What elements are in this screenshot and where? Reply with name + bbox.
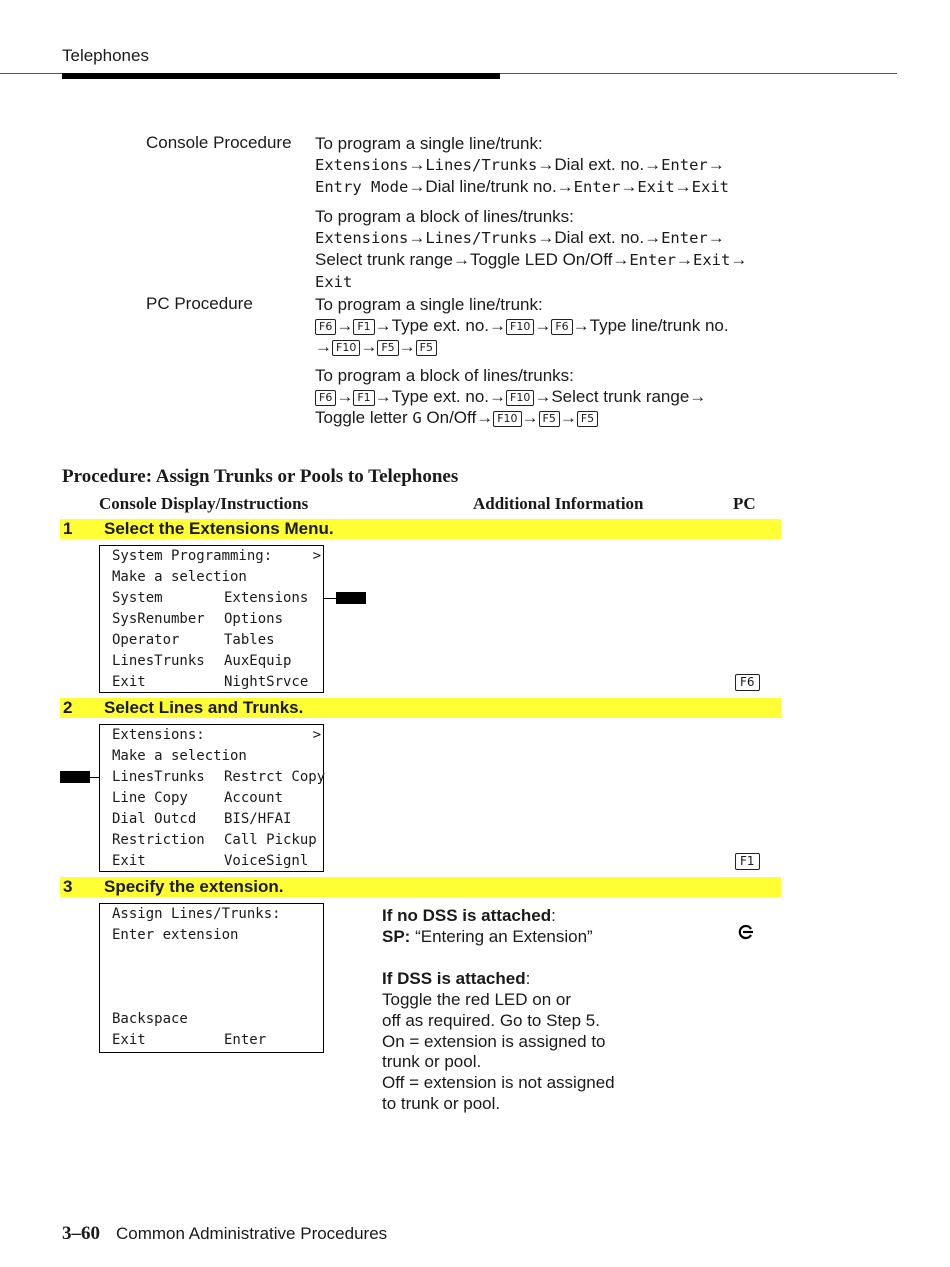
procedure-text: → [730,250,748,269]
page-number: 3–60 [62,1223,100,1244]
screen-option[interactable]: LinesTrunks [112,653,205,669]
screen-option[interactable]: Enter [224,1032,267,1048]
step-number: 1 [63,519,73,538]
pc-key-badge: F6 [735,674,760,691]
procedure-text: →Dial ext. no.→ [537,155,662,174]
function-key-badge: F10 [506,390,534,406]
function-key-badge: F10 [506,319,534,335]
info-colon: : [551,906,556,925]
console-screen [99,545,324,693]
selection-pointer [60,771,90,783]
info-sp-reference [382,926,615,947]
procedure-text: On/Off→ [421,408,494,427]
procedure-text: → [408,155,426,174]
function-key-badge: F6 [315,319,336,335]
menu-keyword: Exit [315,273,353,291]
function-key-badge: F10 [332,340,360,356]
screen-option[interactable]: Backspace [112,1011,188,1027]
screen-option[interactable]: Restriction [112,832,205,848]
info-line: Toggle the red LED on or [382,990,572,1009]
info-line: to trunk or pool. [382,1094,501,1113]
info-colon: : [525,969,531,988]
function-key-badge: F5 [377,340,398,356]
screen-option[interactable]: SysRenumber [112,611,205,627]
column-head-info: Additional Information [473,494,644,513]
column-head-pc: PC [733,494,756,513]
function-key-badge: F5 [577,411,598,427]
pc-single-intro: To program a single line/trunk: [315,295,543,314]
pc-single-line1 [315,315,729,336]
screen-option[interactable]: Account [224,790,284,806]
procedure-text: →Dial ext. no.→ [537,228,662,247]
procedure-text: → [674,177,692,196]
running-header: Telephones [62,46,149,65]
footer-title: Common Administrative Procedures [116,1224,388,1243]
screen-option[interactable]: AuxEquip [224,653,292,669]
procedure-text: → [620,177,638,196]
screen-option[interactable]: Extensions [224,590,309,606]
procedure-text: → [521,408,539,427]
info-no-dss [382,905,615,926]
section-title: Procedure: Assign Trunks or Pools to Telephones [62,466,459,487]
console-procedure-text [315,133,747,293]
info-line: On = extension is assigned to [382,1032,606,1051]
procedure-text: →Type ext. no.→ [374,316,506,335]
procedure-text: →Type ext. no.→ [374,387,506,406]
pc-procedure-label: PC Procedure [146,294,253,313]
console-procedure-label: Console Procedure [146,133,292,152]
procedure-text: → [707,228,725,247]
procedure-text: → [534,316,552,335]
screen-arrow: > [312,548,321,564]
step-bar [60,698,781,718]
screen-option[interactable]: Dial Outcd [112,811,197,827]
console-single-line2 [315,176,747,198]
screen-option[interactable]: Exit [112,674,146,690]
screen-line: Enter extension [112,927,239,943]
console-block-intro: To program a block of lines/trunks: [315,207,574,226]
pc-block-line1 [315,386,729,407]
info-line: trunk or pool. [382,1052,482,1071]
screen-option[interactable]: Exit [112,1032,146,1048]
menu-keyword: Exit [637,178,675,196]
function-key-badge: F1 [353,390,374,406]
pc-key-badge: F1 [735,853,760,870]
pc-single-line2 [315,336,729,357]
pc-block-line2 [315,407,729,429]
header-rule-thick [62,73,500,79]
screen-option[interactable]: NightSrvce [224,674,309,690]
console-block-line3 [315,271,747,293]
screen-option[interactable]: System [112,590,163,606]
screen-line: Make a selection [112,569,247,585]
selection-pointer [336,592,366,604]
console-screen [99,724,324,872]
procedure-text: → [408,228,426,247]
console-single-intro: To program a single line/trunk: [315,134,543,153]
screen-option[interactable]: Call Pickup [224,832,317,848]
procedure-text: →Select trunk range→ [534,387,707,406]
pc-block-intro: To program a block of lines/trunks: [315,366,574,385]
procedure-text: Toggle letter [315,408,413,427]
procedure-text: → [336,316,354,335]
procedure-text: → [707,155,725,174]
console-single-line1 [315,154,747,176]
screen-title: Assign Lines/Trunks: [112,906,281,922]
console-block-line1 [315,227,747,249]
sp-text: “Entering an Extension” [410,927,593,946]
see-reference-icon [738,924,754,945]
screen-title: System Programming: [112,548,273,564]
screen-option[interactable]: Restrct Copy [224,769,326,785]
screen-option[interactable]: VoiceSignl [224,853,309,869]
screen-title: Extensions: [112,727,205,743]
menu-keyword: Exit [693,251,731,269]
function-key-badge: F10 [493,411,521,427]
menu-keyword: Enter [629,251,677,269]
info-heading: If DSS is attached [382,969,526,988]
info-line: off as required. Go to Step 5. [382,1011,600,1030]
additional-info [382,905,615,1114]
procedure-text: Select trunk range→Toggle LED On/Off→ [315,250,630,269]
function-key-badge: F6 [551,319,572,335]
screen-option[interactable]: Operator [112,632,180,648]
info-dss [382,968,615,989]
menu-keyword: G [412,409,422,427]
menu-keyword: Enter [661,229,708,247]
menu-keyword: Exit [691,178,729,196]
procedure-text: → [360,337,378,356]
menu-keyword: Lines/Trunks [425,229,538,247]
screen-arrow: > [312,727,321,743]
menu-keyword: Enter [573,178,621,196]
step-instruction: Specify the extension. [104,877,284,896]
pointer-line [90,777,99,778]
menu-keyword: Enter [661,156,708,174]
procedure-text: → [336,387,354,406]
pointer-line [324,598,336,599]
sp-label: SP: [382,927,411,946]
step-number: 3 [63,877,73,896]
screen-option[interactable]: Exit [112,853,146,869]
menu-keyword: Entry Mode [315,178,409,196]
function-key-badge: F5 [416,340,437,356]
screen-option[interactable]: Line Copy [112,790,188,806]
procedure-text: → [676,250,694,269]
console-screen [99,903,324,1053]
info-line: Off = extension is not assigned [382,1073,615,1092]
column-head-console: Console Display/Instructions [99,494,309,513]
pc-procedure-text [315,294,729,429]
menu-keyword: Lines/Trunks [425,156,538,174]
screen-option[interactable]: BIS/HFAI [224,811,292,827]
console-block-line2 [315,249,747,271]
procedure-text: →Type line/trunk no. [572,316,729,335]
screen-option[interactable]: LinesTrunks [112,769,205,785]
function-key-badge: F1 [353,319,374,335]
screen-line: Make a selection [112,748,247,764]
menu-keyword: Extensions [315,156,409,174]
function-key-badge: F5 [539,411,560,427]
step-bar [60,519,781,539]
procedure-text: → [559,408,577,427]
step-instruction: Select Lines and Trunks. [104,698,304,717]
info-heading: If no DSS is attached [382,906,552,925]
procedure-text: →Dial line/trunk no.→ [408,177,574,196]
screen-option[interactable]: Tables [224,632,275,648]
procedure-text: → [315,337,332,356]
function-key-badge: F6 [315,390,336,406]
step-instruction: Select the Extensions Menu. [104,519,334,538]
procedure-text: → [398,337,416,356]
screen-option[interactable]: Options [224,611,284,627]
step-bar [60,877,781,897]
menu-keyword: Extensions [315,229,409,247]
step-number: 2 [63,698,73,717]
